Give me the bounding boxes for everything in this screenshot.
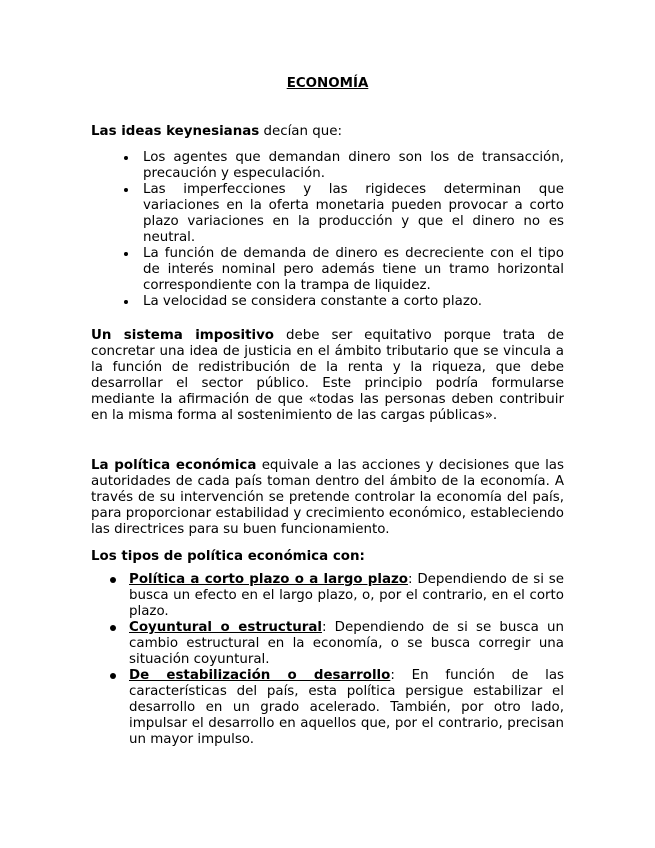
keynes-section — [91, 124, 564, 310]
impositivo-text: debe ser equitativo porque trata de concretar una idea de justicia en el ámbito tributario que se vincula a la función de redistribución de la renta y la riqueza, que debe desarrollar el sector público. Este principio podría formularse mediante la afirmación de que «todas las personas deben contribuir en la misma forma al sostenimiento de las cargas públicas». — [91, 328, 564, 423]
list-item — [91, 620, 564, 668]
keynes-intro-text: decían que: — [259, 124, 342, 139]
politica-lead: La política económica — [91, 458, 257, 473]
tipo-desc: : Dependiendo de si se busca un cambio estructural en la economía, o se busca corregir una situación coyuntural. — [129, 620, 564, 667]
list-item — [91, 668, 564, 748]
tipo-term: De estabilización o desarrollo — [129, 668, 391, 683]
tipo-term: Política a corto plazo o a largo plazo — [129, 572, 408, 587]
keynes-lead: Las ideas keynesianas — [91, 124, 260, 139]
tipo-term: Coyuntural o estructural — [129, 620, 322, 635]
politica-paragraph — [91, 458, 564, 538]
list-item: La velocidad se considera constante a corto plazo. — [91, 294, 564, 310]
impositivo-lead: Un sistema impositivo — [91, 328, 275, 343]
politica-text: equivale a las acciones y decisiones que las autoridades de cada país toman dentro del ámbito de la economía. A través de su intervención se pretende controlar la economía del país, para proporcionar estabilidad y crecimiento económico, estableciendo las directrices para su buen funcionamiento. — [91, 458, 564, 537]
impositivo-paragraph — [91, 328, 564, 424]
list-item: La función de demanda de dinero es decreciente con el tipo de interés nominal pero además tiene un tramo horizontal correspondiente con la trampa de liquidez. — [91, 246, 564, 294]
tipo-desc: : En función de las características del país, esta política persigue estabilizar el desarrollo en un grado acelerado. También, por otro lado, impulsar el desarrollo en aquellos que, por el contrario, precisan un mayor impulso. — [129, 668, 564, 747]
page-title: ECONOMÍA — [286, 76, 369, 91]
list-item — [91, 572, 564, 620]
keynes-list — [91, 150, 564, 310]
tipo-desc: : Dependiendo de si se busca un efecto en el largo plazo, o, por el contrario, en el corto plazo. — [129, 572, 564, 619]
tipos-heading: Los tipos de política económica con: — [91, 549, 365, 564]
list-item: Los agentes que demandan dinero son los de transacción, precaución y especulación. — [91, 150, 564, 182]
keynes-intro — [91, 124, 564, 140]
list-item: Las imperfecciones y las rigideces determinan que variaciones en la oferta monetaria pueden provocar a corto plazo variaciones en la producción y que el dinero no es neutral. — [91, 182, 564, 246]
tipos-list — [91, 572, 564, 748]
